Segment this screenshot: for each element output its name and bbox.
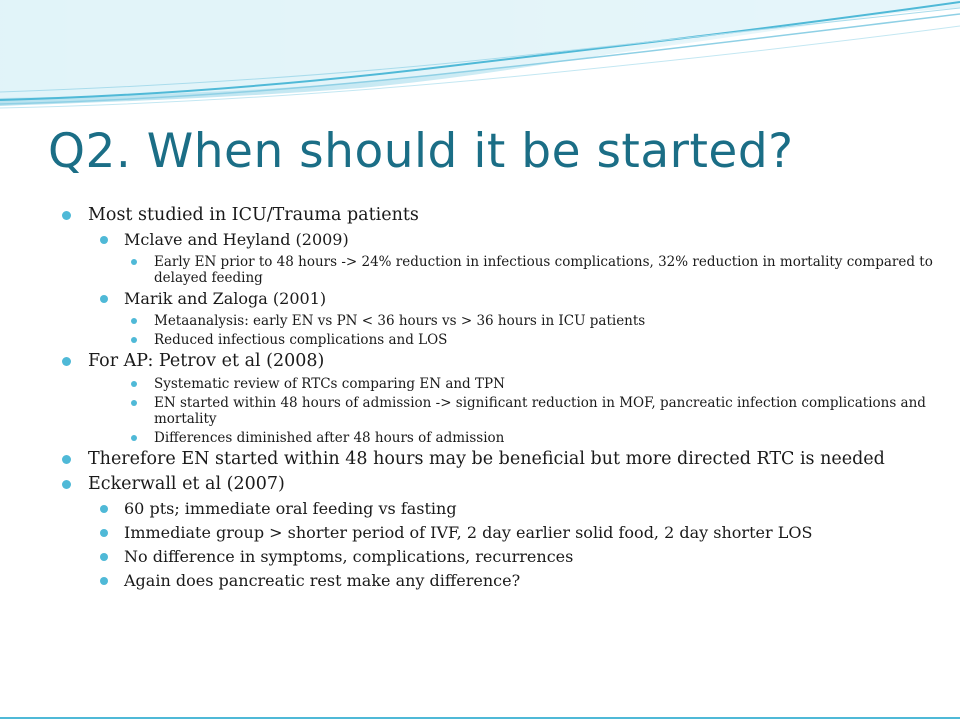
bullet-text: Again does pancreatic rest make any difference? — [124, 571, 521, 590]
bullet-icon — [100, 529, 108, 537]
bullet-icon — [131, 259, 137, 265]
bullet-text: Eckerwall et al (2007) — [88, 474, 285, 494]
bullet-text: Immediate group > shorter period of IVF, 2 day earlier solid food, 2 day shorter LOS — [124, 523, 813, 542]
bullet-item — [58, 499, 948, 519]
bullet-text: No difference in symptoms, complications, recurrences — [124, 547, 574, 566]
header-wave-decoration — [0, 0, 960, 110]
slide-title: Q2. When should it be started? — [48, 124, 794, 179]
bullet-text: Mclave and Heyland (2009) — [124, 230, 349, 249]
bullet-item — [58, 351, 948, 372]
bullet-item — [58, 523, 948, 543]
bullet-text: Differences diminished after 48 hours of admission — [154, 430, 505, 446]
bullet-item — [58, 332, 948, 348]
bullet-text: Marik and Zaloga (2001) — [124, 289, 327, 308]
bullet-text: For AP: Petrov et al (2008) — [88, 351, 325, 371]
bullet-item — [58, 254, 948, 286]
footer-line-decoration — [0, 710, 960, 720]
bullet-item — [58, 376, 948, 392]
bullet-text: Reduced infectious complications and LOS — [154, 332, 448, 348]
bullet-text: Early EN prior to 48 hours -> 24% reduction in infectious complications, 32% reduction in mortality compared to delayed feeding — [154, 254, 933, 286]
bullet-text: Systematic review of RTCs comparing EN and TPN — [154, 376, 505, 392]
bullet-icon — [100, 295, 108, 303]
bullet-item — [58, 230, 948, 250]
bullet-icon — [62, 357, 71, 366]
bullet-icon — [62, 211, 71, 220]
bullet-item — [58, 205, 948, 226]
bullet-icon — [131, 400, 137, 406]
bullet-icon — [131, 381, 137, 387]
bullet-icon — [100, 505, 108, 513]
bullet-icon — [100, 553, 108, 561]
bullet-text: EN started within 48 hours of admission -> significant reduction in MOF, pancreatic infection complications and mortality — [154, 395, 926, 427]
bullet-item — [58, 313, 948, 329]
bullet-icon — [62, 480, 71, 489]
bullet-icon — [131, 337, 137, 343]
bullet-item — [58, 571, 948, 591]
bullet-text: 60 pts; immediate oral feeding vs fasting — [124, 499, 457, 518]
bullet-icon — [131, 318, 137, 324]
bullet-text: Most studied in ICU/Trauma patients — [88, 205, 419, 225]
bullet-list — [58, 203, 948, 595]
bullet-item — [58, 395, 948, 427]
bullet-item — [58, 547, 948, 567]
bullet-icon — [100, 236, 108, 244]
bullet-text: Therefore EN started within 48 hours may be beneficial but more directed RTC is needed — [88, 449, 885, 469]
bullet-icon — [62, 455, 71, 464]
bullet-item — [58, 474, 948, 495]
bullet-icon — [131, 435, 137, 441]
bullet-item — [58, 289, 948, 309]
bullet-item — [58, 430, 948, 446]
bullet-item — [58, 449, 948, 470]
bullet-icon — [100, 577, 108, 585]
bullet-text: Metaanalysis: early EN vs PN < 36 hours vs > 36 hours in ICU patients — [154, 313, 646, 329]
